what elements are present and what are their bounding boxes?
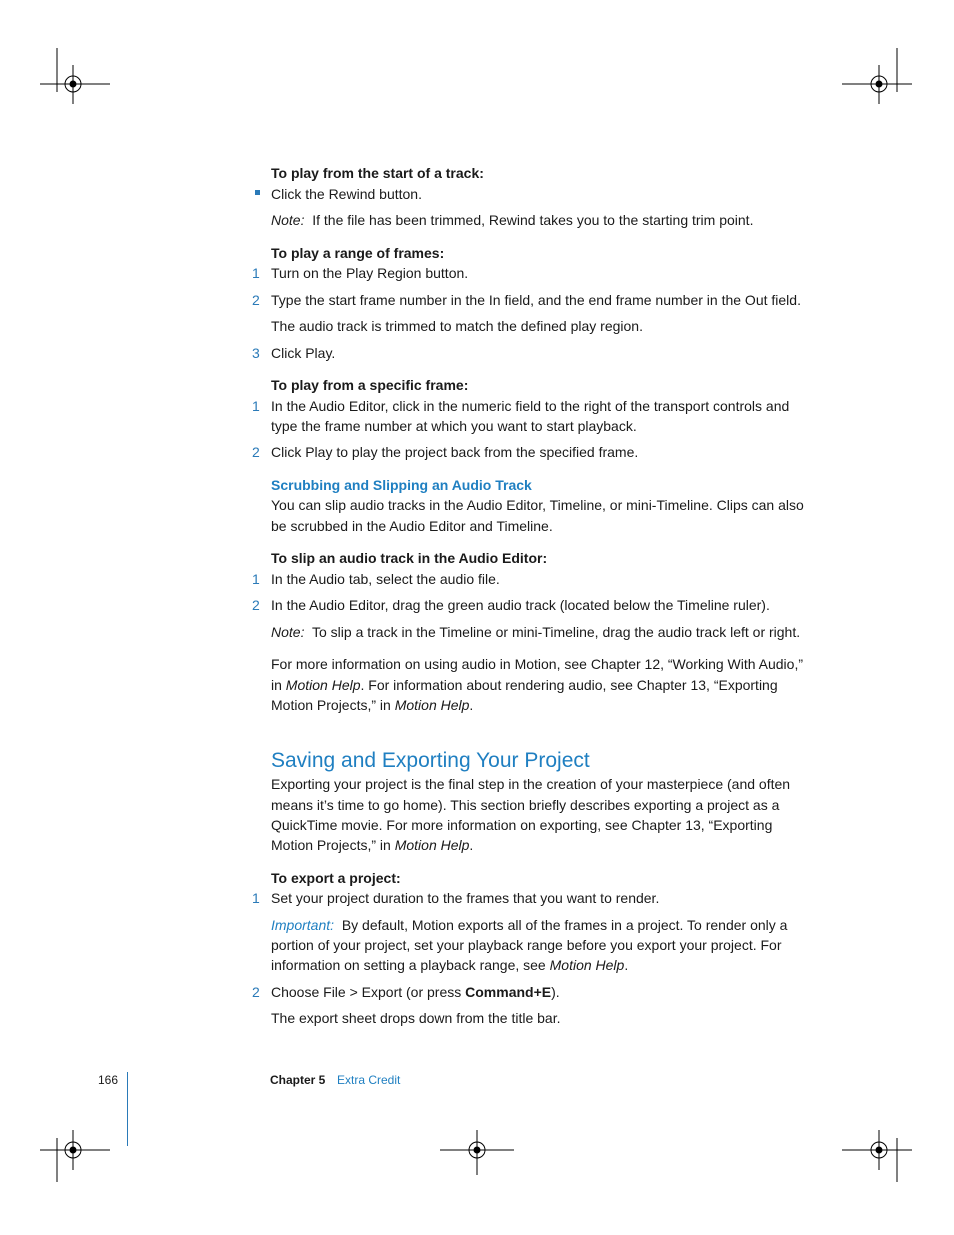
note-label: Note: — [271, 212, 305, 228]
text-run: . — [469, 697, 474, 713]
step-number: 2 — [252, 444, 260, 460]
note-text: To slip a track in the Timeline or mini-Timeline, drag the audio track left or right. — [312, 624, 801, 640]
step-text: In the Audio Editor, click in the numeric field to the right of the transport controls and — [271, 398, 790, 414]
step-text: Click Play to play the project back from the specified frame. — [271, 444, 639, 460]
text-run: in — [271, 677, 286, 693]
step-text — [271, 982, 560, 1002]
paragraph-line — [271, 835, 473, 855]
italic-run: Motion Help — [285, 677, 361, 693]
paragraph-line: be scrubbed in the Audio Editor and Timeline. — [271, 518, 553, 534]
shortcut: Command+E — [465, 984, 552, 1000]
note-slip — [271, 622, 800, 642]
bullet-rewind: Click the Rewind button. — [271, 186, 422, 202]
text-run: . — [624, 957, 629, 973]
step-text: Click Play. — [271, 345, 336, 361]
text-run: Choose File > Export (or press — [271, 984, 466, 1000]
step-number: 1 — [252, 265, 260, 281]
note-rewind — [271, 210, 753, 230]
paragraph-line: portion of your project, set your playback range before you export your project. For — [271, 937, 782, 953]
note-label: Note: — [271, 624, 305, 640]
text-run: Motion Projects,” in — [271, 837, 395, 853]
step-result: The audio track is trimmed to match the defined play region. — [271, 318, 643, 334]
step-text: Set your project duration to the frames that you want to render. — [271, 890, 660, 906]
paragraph-line: QuickTime movie. For more information on exporting, see Chapter 13, “Exporting — [271, 817, 773, 833]
step-text: In the Audio Editor, drag the green audio track (located below the Timeline ruler). — [271, 597, 770, 613]
paragraph-line: Exporting your project is the final step in the creation of your masterpiece (and often — [271, 776, 791, 792]
section-title-saving: Saving and Exporting Your Project — [271, 749, 590, 772]
heading-slip: To slip an audio track in the Audio Editor: — [271, 550, 548, 566]
step-number: 2 — [252, 984, 260, 1000]
important-text: By default, Motion exports all of the frames in a project. To render only a — [341, 917, 788, 933]
step-number: 2 — [252, 292, 260, 308]
step-number: 3 — [252, 345, 260, 361]
paragraph-line: You can slip audio tracks in the Audio Editor, Timeline, or mini-Timeline. Clips can also — [271, 497, 804, 513]
paragraph-line — [271, 955, 628, 975]
paragraph-line — [271, 695, 473, 715]
step-text: type the frame number at which you want to start playback. — [271, 418, 637, 434]
important-label: Important: — [271, 917, 335, 933]
paragraph-line — [271, 675, 778, 695]
footer-chapter-title: Extra Credit — [337, 1073, 401, 1087]
italic-run: Motion Help — [394, 697, 470, 713]
text-run: ). — [551, 984, 560, 1000]
bullet-marker — [255, 190, 260, 195]
step-text: Turn on the Play Region button. — [271, 265, 469, 281]
italic-run: Motion Help — [549, 957, 625, 973]
heading-export: To export a project: — [271, 870, 401, 886]
step-number: 1 — [252, 890, 260, 906]
text-run: . — [469, 837, 474, 853]
text-run: information on setting a playback range, see — [271, 957, 550, 973]
step-text: Type the start frame number in the In field, and the end frame number in the Out field. — [271, 292, 801, 308]
italic-run: Motion Help — [394, 837, 470, 853]
note-text: If the file has been trimmed, Rewind takes you to the starting trim point. — [312, 212, 754, 228]
paragraph-line: For more information on using audio in Motion, see Chapter 12, “Working With Audio,” — [271, 656, 803, 672]
step-number: 1 — [252, 571, 260, 587]
paragraph-line: means it’s time to go home). This section briefly describes exporting a project as a — [271, 797, 780, 813]
step-number: 1 — [252, 398, 260, 414]
text-run: Motion Projects,” in — [271, 697, 395, 713]
heading-play-specific: To play from a specific frame: — [271, 377, 469, 393]
heading-play-start: To play from the start of a track: — [271, 165, 484, 181]
step-number: 2 — [252, 597, 260, 613]
important-note — [271, 915, 787, 935]
heading-play-range: To play a range of frames: — [271, 245, 445, 261]
page-number: 166 — [98, 1073, 119, 1087]
footer-chapter-label: Chapter 5 — [270, 1073, 326, 1087]
step-result: The export sheet drops down from the title bar. — [271, 1010, 561, 1026]
step-text: In the Audio tab, select the audio file. — [271, 571, 500, 587]
subheading-scrubbing: Scrubbing and Slipping an Audio Track — [271, 477, 532, 493]
text-run: . For information about rendering audio, see Chapter 13, “Exporting — [360, 677, 778, 693]
footer-rule — [127, 1072, 128, 1146]
